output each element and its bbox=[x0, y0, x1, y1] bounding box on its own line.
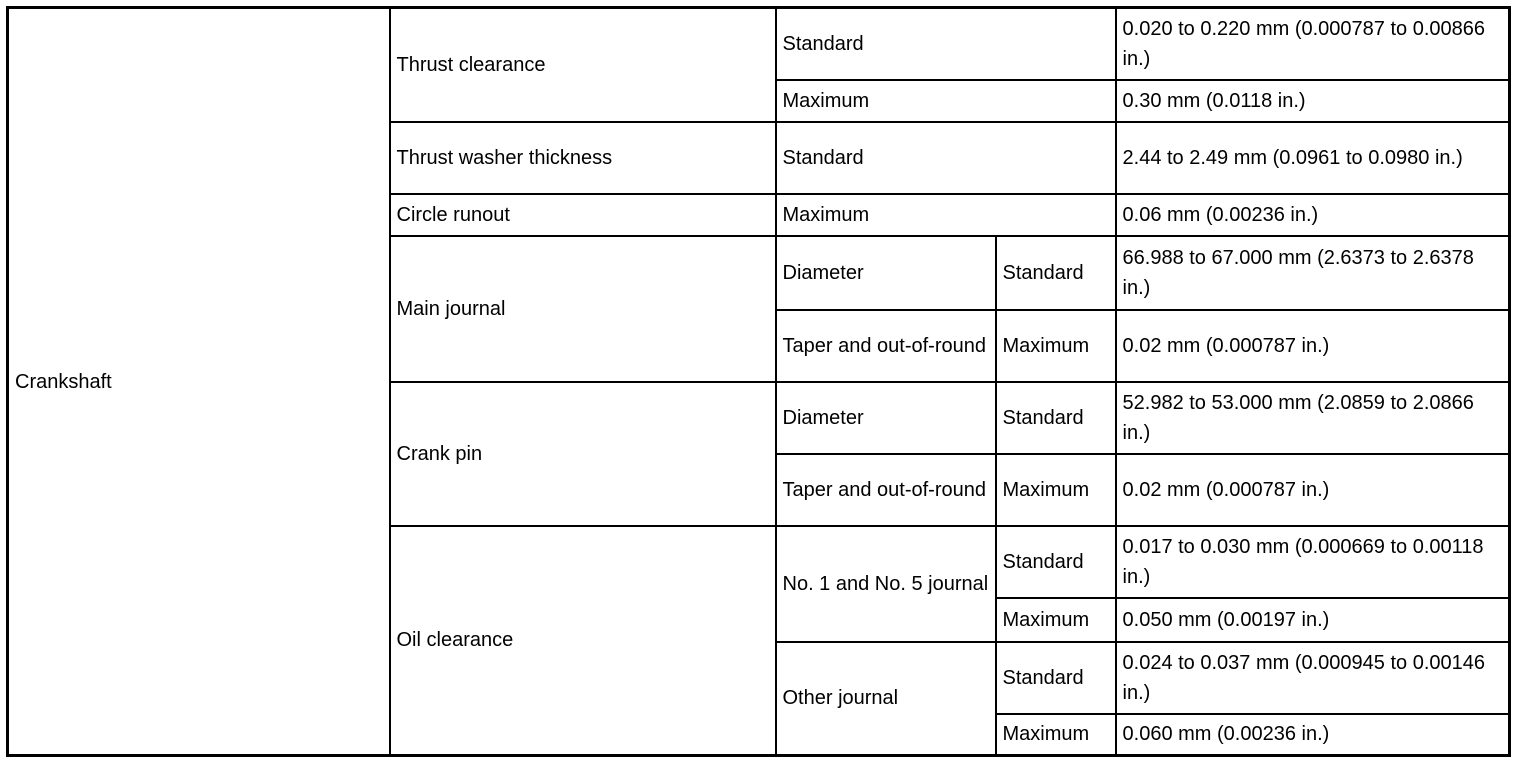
oil-clearance-label: Oil clearance bbox=[390, 526, 776, 756]
main-journal-label: Main journal bbox=[390, 236, 776, 382]
oil-clearance-other-standard-value: 0.024 to 0.037 mm (0.000945 to 0.00146 in.) bbox=[1116, 642, 1510, 714]
main-journal-diameter-label: Diameter bbox=[776, 236, 996, 310]
crank-pin-taper-value: 0.02 mm (0.000787 in.) bbox=[1116, 454, 1510, 526]
crank-pin-diameter-standard-label: Standard bbox=[996, 382, 1116, 454]
crankshaft-spec-table bbox=[6, 6, 1511, 757]
oil-clearance-no1-no5-standard-label: Standard bbox=[996, 526, 1116, 598]
circle-runout-maximum-label: Maximum bbox=[776, 194, 1116, 236]
oil-clearance-other-label: Other journal bbox=[776, 642, 996, 756]
oil-clearance-other-maximum-value: 0.060 mm (0.00236 in.) bbox=[1116, 714, 1510, 756]
thrust-clearance-maximum-value: 0.30 mm (0.0118 in.) bbox=[1116, 80, 1510, 122]
circle-runout-label: Circle runout bbox=[390, 194, 776, 236]
circle-runout-maximum-value: 0.06 mm (0.00236 in.) bbox=[1116, 194, 1510, 236]
thrust-clearance-maximum-label: Maximum bbox=[776, 80, 1116, 122]
component-cell: Crankshaft bbox=[8, 8, 390, 756]
crank-pin-taper-maximum-label: Maximum bbox=[996, 454, 1116, 526]
thrust-clearance-standard-label: Standard bbox=[776, 8, 1116, 80]
oil-clearance-no1-no5-maximum-label: Maximum bbox=[996, 598, 1116, 642]
oil-clearance-no1-no5-maximum-value: 0.050 mm (0.00197 in.) bbox=[1116, 598, 1510, 642]
thrust-clearance-label: Thrust clearance bbox=[390, 8, 776, 122]
main-journal-diameter-value: 66.988 to 67.000 mm (2.6373 to 2.6378 in.) bbox=[1116, 236, 1510, 310]
main-journal-taper-maximum-label: Maximum bbox=[996, 310, 1116, 382]
oil-clearance-other-maximum-label: Maximum bbox=[996, 714, 1116, 756]
main-journal-taper-value: 0.02 mm (0.000787 in.) bbox=[1116, 310, 1510, 382]
crank-pin-taper-label: Taper and out-of-round bbox=[776, 454, 996, 526]
oil-clearance-no1-no5-label: No. 1 and No. 5 journal bbox=[776, 526, 996, 642]
crank-pin-diameter-label: Diameter bbox=[776, 382, 996, 454]
crank-pin-diameter-value: 52.982 to 53.000 mm (2.0859 to 2.0866 in.) bbox=[1116, 382, 1510, 454]
oil-clearance-other-standard-label: Standard bbox=[996, 642, 1116, 714]
oil-clearance-no1-no5-standard-value: 0.017 to 0.030 mm (0.000669 to 0.00118 in.) bbox=[1116, 526, 1510, 598]
thrust-washer-standard-value: 2.44 to 2.49 mm (0.0961 to 0.0980 in.) bbox=[1116, 122, 1510, 194]
thrust-washer-standard-label: Standard bbox=[776, 122, 1116, 194]
main-journal-diameter-standard-label: Standard bbox=[996, 236, 1116, 310]
main-journal-taper-label: Taper and out-of-round bbox=[776, 310, 996, 382]
thrust-washer-label: Thrust washer thickness bbox=[390, 122, 776, 194]
thrust-clearance-standard-value: 0.020 to 0.220 mm (0.000787 to 0.00866 in.) bbox=[1116, 8, 1510, 80]
crank-pin-label: Crank pin bbox=[390, 382, 776, 526]
